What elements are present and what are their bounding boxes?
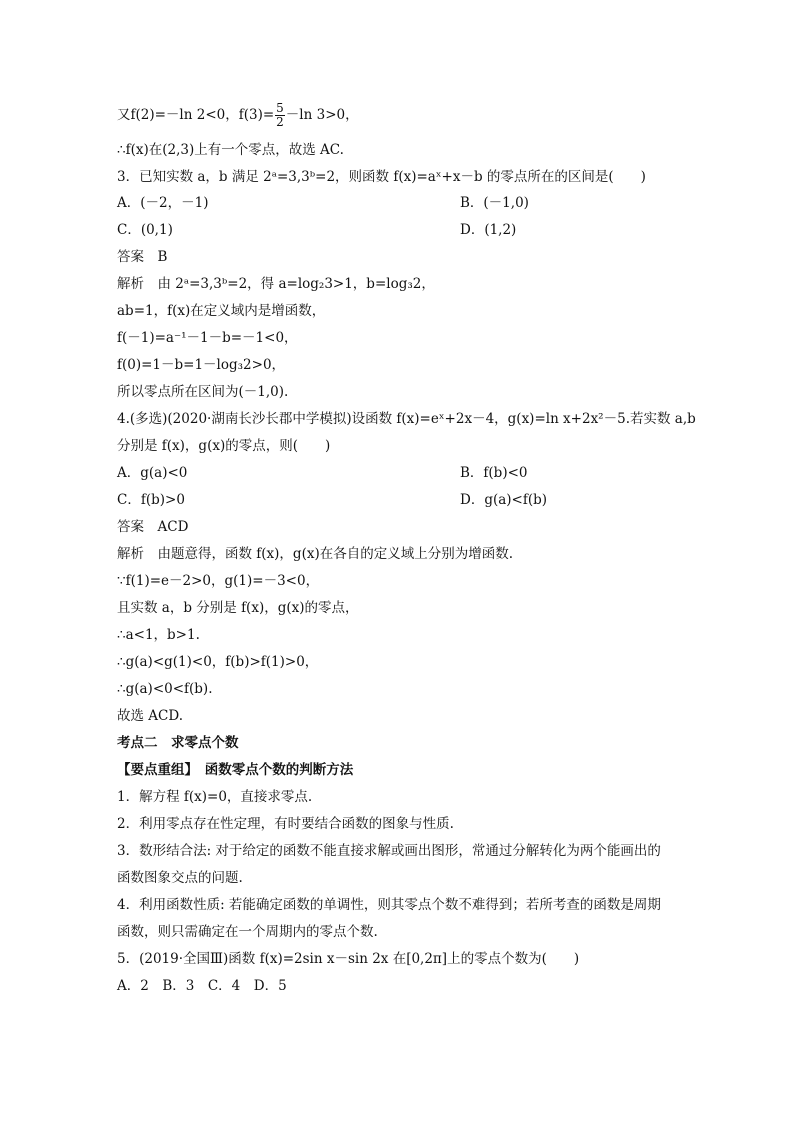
question-3-stem: 3．已知实数 a，b 满足 2ᵃ=3,3ᵇ=2，则函数 f(x)=aˣ+x－b 的零点所在的区间是( ) bbox=[117, 169, 646, 185]
answer-4: 答案 ACD bbox=[117, 519, 189, 535]
option-d: D．g(a)<f(b) bbox=[460, 492, 548, 508]
solution-line: 故选 ACD. bbox=[117, 708, 184, 724]
section-heading: 考点二 求零点个数 bbox=[117, 735, 239, 751]
solution-line: 解析 由题意得，函数 f(x)，g(x)在各自的定义域上分别为增函数. bbox=[117, 546, 514, 562]
solution-line: ab=1，f(x)在定义域内是增函数， bbox=[117, 303, 326, 319]
solution-line: ∴g(a)<0<f(b). bbox=[117, 681, 213, 697]
question-4-stem: 4.(多选)(2020·湖南长沙长郡中学模拟)设函数 f(x)=eˣ+2x－4，g(x)=ln x+2x²－5.若实数 a,b bbox=[117, 411, 696, 427]
option-b: B．(－1,0) bbox=[460, 195, 529, 211]
option-b: B．f(b)<0 bbox=[460, 465, 528, 481]
answer-3: 答案 B bbox=[117, 249, 168, 265]
solution-line: 所以零点所在区间为(－1,0). bbox=[117, 384, 289, 400]
question-4-options-row-1 bbox=[117, 463, 528, 483]
question-4-options-row-2 bbox=[117, 490, 548, 510]
method-item-cont: 函数，则只需确定在一个周期内的零点个数. bbox=[117, 924, 378, 940]
text-line: ∴f(x)在(2,3)上有一个零点，故选 AC. bbox=[117, 142, 344, 158]
method-item: 4．利用函数性质: 若能确定函数的单调性，则其零点个数不难得到；若所考查的函数是周期 bbox=[117, 897, 661, 913]
solution-line: ∴a<1，b>1. bbox=[117, 627, 200, 643]
method-item-cont: 函数图象交点的问题. bbox=[117, 870, 243, 886]
fraction-numerator: 5 bbox=[276, 101, 284, 115]
question-5-stem: 5．(2019·全国Ⅲ)函数 f(x)=2sin x－sin 2x 在[0,2π]上的零点个数为( ) bbox=[117, 951, 580, 967]
method-item: 2．利用零点存在性定理，有时要结合函数的图象与性质. bbox=[117, 816, 454, 832]
solution-line: ∴g(a)<g(1)<0，f(b)>f(1)>0， bbox=[117, 654, 319, 670]
option-c: C．(0,1) bbox=[117, 222, 173, 238]
method-item: 3．数形结合法: 对于给定的函数不能直接求解或画出图形，常通过分解转化为两个能画出的 bbox=[117, 843, 661, 859]
text-segment: 又f(2)=－ln 2<0，f(3)= bbox=[117, 107, 275, 123]
solution-line: ∵f(1)=e－2>0，g(1)=－3<0， bbox=[117, 573, 320, 589]
option-a: A．g(a)<0 bbox=[117, 465, 188, 481]
option-d: D．(1,2) bbox=[460, 222, 517, 238]
text-line-f2-f3 bbox=[117, 102, 359, 129]
solution-line: 解析 由 2ᵃ=3,3ᵇ=2，得 a=log₂3>1，b=log₃2， bbox=[117, 276, 435, 292]
option-a: A．(－2，－1) bbox=[117, 195, 209, 211]
fraction-five-halves bbox=[275, 102, 285, 129]
fraction-denominator: 2 bbox=[276, 115, 284, 129]
method-item: 1．解方程 f(x)=0，直接求零点. bbox=[117, 789, 313, 805]
question-4-stem-cont: 分别是 f(x)，g(x)的零点，则( ) bbox=[117, 438, 331, 454]
question-5-options: A．2 B．3 C．4 D．5 bbox=[117, 978, 287, 994]
solution-line: f(0)=1－b=1－log₃2>0， bbox=[117, 357, 286, 373]
solution-line: 且实数 a，b 分别是 f(x)，g(x)的零点， bbox=[117, 600, 359, 616]
text-segment: －ln 3>0， bbox=[285, 107, 359, 123]
option-c: C．f(b)>0 bbox=[117, 492, 185, 508]
solution-line: f(－1)=a⁻¹－1－b=－1<0， bbox=[117, 330, 298, 346]
question-3-options-row-1 bbox=[117, 193, 529, 213]
question-3-options-row-2 bbox=[117, 220, 517, 240]
key-points-heading: 【要点重组】 函数零点个数的判断方法 bbox=[117, 762, 354, 778]
